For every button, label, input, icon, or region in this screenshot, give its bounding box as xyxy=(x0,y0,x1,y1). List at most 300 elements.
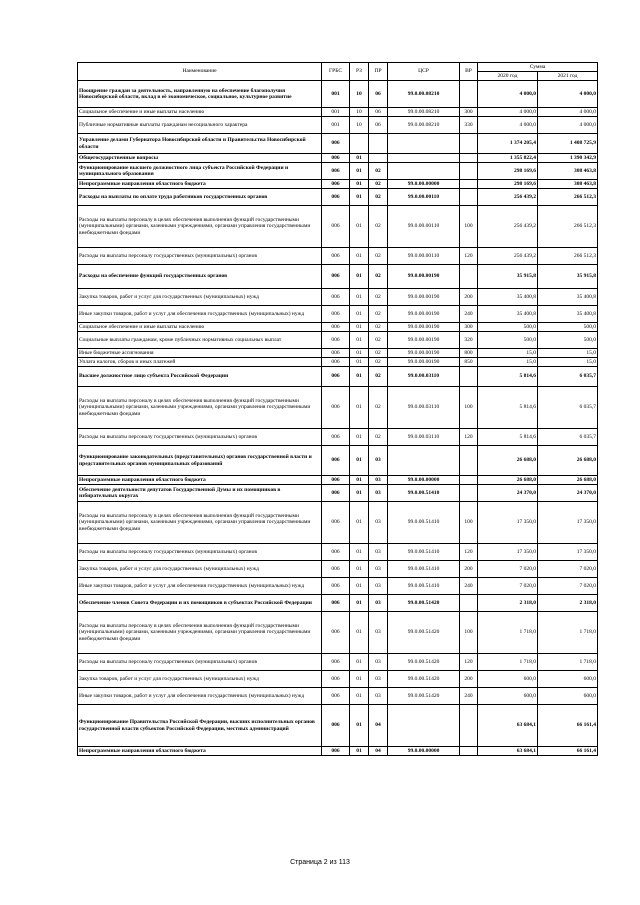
cell-rz: 01 xyxy=(350,349,369,358)
cell-name: Иные закупки товаров, работ и услуг для обеспечения государственных (муниципальных) нужд xyxy=(78,306,322,323)
cell-sum-2020: 7 020,0 xyxy=(478,561,538,578)
cell-grbs: 001 xyxy=(322,117,350,134)
table-row xyxy=(78,578,598,595)
cell-csr: 99.0.00.51420 xyxy=(388,612,460,654)
cell-vr xyxy=(460,705,478,747)
cell-name: Общегосударственные вопросы xyxy=(78,154,322,163)
cell-sum-2020: 1 374 205,4 xyxy=(478,134,538,154)
cell-vr: 200 xyxy=(460,289,478,306)
cell-pr: 02 xyxy=(369,248,388,265)
cell-pr: 03 xyxy=(369,688,388,705)
cell-sum-2020: 4 000,0 xyxy=(478,117,538,134)
cell-grbs: 006 xyxy=(322,306,350,323)
cell-rz xyxy=(350,134,369,154)
cell-vr xyxy=(460,367,478,387)
cell-name: Поощрение граждан за деятельность, направленную на обеспечение благополучия Новосибирской области, вклад в её экономическое, социальное, культурное развитие xyxy=(78,81,322,108)
cell-rz: 01 xyxy=(350,476,369,485)
cell-name: Непрограммные направления областного бюджета xyxy=(78,476,322,485)
cell-grbs: 006 xyxy=(322,544,350,561)
cell-pr: 02 xyxy=(369,180,388,189)
cell-csr xyxy=(388,154,460,163)
cell-csr: 99.0.00.03110 xyxy=(388,367,460,387)
cell-csr: 99.0.00.00190 xyxy=(388,332,460,349)
cell-grbs: 006 xyxy=(322,446,350,476)
cell-sum-2020: 17 350,0 xyxy=(478,544,538,561)
cell-sum-2020: 5 814,6 xyxy=(478,429,538,446)
cell-vr: 120 xyxy=(460,544,478,561)
cell-sum-2021: 2 318,0 xyxy=(538,595,598,612)
budget-table xyxy=(77,62,598,756)
table-row xyxy=(78,476,598,485)
cell-pr: 03 xyxy=(369,485,388,502)
cell-vr xyxy=(460,81,478,108)
cell-grbs: 001 xyxy=(322,108,350,117)
cell-sum-2021: 15,0 xyxy=(538,349,598,358)
cell-grbs: 006 xyxy=(322,289,350,306)
cell-rz: 01 xyxy=(350,323,369,332)
cell-name: Публичные нормативные выплаты гражданам несоциального характера xyxy=(78,117,322,134)
table-row xyxy=(78,561,598,578)
cell-csr: 99.0.00.00190 xyxy=(388,323,460,332)
cell-rz: 01 xyxy=(350,206,369,248)
cell-sum-2021: 266 512,3 xyxy=(538,248,598,265)
cell-csr: 99.0.00.03110 xyxy=(388,387,460,429)
cell-name: Социальное обеспечение и иные выплаты населению xyxy=(78,323,322,332)
cell-rz: 10 xyxy=(350,81,369,108)
cell-csr: 99.0.00.00190 xyxy=(388,306,460,323)
cell-grbs: 006 xyxy=(322,705,350,747)
cell-rz: 10 xyxy=(350,117,369,134)
cell-grbs: 006 xyxy=(322,502,350,544)
cell-grbs: 006 xyxy=(322,206,350,248)
cell-vr: 100 xyxy=(460,612,478,654)
col-header-vr: ВР xyxy=(460,63,478,81)
cell-pr: 03 xyxy=(369,595,388,612)
cell-rz: 01 xyxy=(350,265,369,289)
cell-name: Обеспечение деятельности депутатов Государственной Думы и их помощников в избирательных округах xyxy=(78,485,322,502)
cell-name: Функционирование законодательных (представительных) органов государственной власти и представительных органов муниципальных образований xyxy=(78,446,322,476)
cell-sum-2020: 24 370,0 xyxy=(478,485,538,502)
cell-pr: 02 xyxy=(369,163,388,180)
table-row xyxy=(78,81,598,108)
cell-grbs: 006 xyxy=(322,265,350,289)
cell-grbs: 006 xyxy=(322,154,350,163)
cell-csr xyxy=(388,134,460,154)
cell-sum-2021: 17 350,0 xyxy=(538,502,598,544)
cell-pr: 06 xyxy=(369,117,388,134)
cell-csr: 99.0.00.51410 xyxy=(388,544,460,561)
cell-grbs: 006 xyxy=(322,429,350,446)
cell-grbs: 006 xyxy=(322,485,350,502)
cell-sum-2021: 66 161,4 xyxy=(538,705,598,747)
cell-sum-2020: 2 318,0 xyxy=(478,595,538,612)
cell-vr xyxy=(460,265,478,289)
cell-rz: 01 xyxy=(350,163,369,180)
cell-name: Расходы на обеспечение функций государственных органов xyxy=(78,265,322,289)
cell-csr: 99.0.00.51420 xyxy=(388,688,460,705)
table-row xyxy=(78,189,598,206)
cell-name: Расходы на выплаты персоналу в целях обеспечения выполнения функций государственными (муниципальными) органами, казенными учреждениями, органами управления государственными внебюджетными фондами xyxy=(78,387,322,429)
cell-vr: 240 xyxy=(460,578,478,595)
cell-sum-2021: 35 400,8 xyxy=(538,289,598,306)
cell-vr: 800 xyxy=(460,349,478,358)
table-row xyxy=(78,206,598,248)
cell-csr: 99.0.00.51410 xyxy=(388,485,460,502)
cell-rz: 01 xyxy=(350,154,369,163)
col-header-sum: Сумма xyxy=(478,63,598,72)
cell-sum-2020: 256 439,2 xyxy=(478,248,538,265)
cell-pr: 02 xyxy=(369,349,388,358)
cell-csr: 99.0.00.00000 xyxy=(388,476,460,485)
cell-sum-2020: 26 688,0 xyxy=(478,476,538,485)
cell-sum-2021: 1 718,0 xyxy=(538,654,598,671)
cell-pr xyxy=(369,154,388,163)
cell-pr: 03 xyxy=(369,544,388,561)
cell-grbs: 006 xyxy=(322,387,350,429)
cell-grbs: 006 xyxy=(322,367,350,387)
cell-grbs: 006 xyxy=(322,688,350,705)
cell-sum-2021: 17 350,0 xyxy=(538,544,598,561)
table-row xyxy=(78,688,598,705)
cell-sum-2021: 266 512,3 xyxy=(538,189,598,206)
col-header-2020: 2020 год xyxy=(478,72,538,81)
cell-pr: 04 xyxy=(369,747,388,756)
table-row xyxy=(78,612,598,654)
cell-name: Социальные выплаты гражданам, кроме публичных нормативных социальных выплат xyxy=(78,332,322,349)
cell-pr: 02 xyxy=(369,265,388,289)
table-row xyxy=(78,387,598,429)
cell-pr: 02 xyxy=(369,206,388,248)
cell-pr: 03 xyxy=(369,446,388,476)
cell-grbs: 006 xyxy=(322,189,350,206)
cell-pr: 03 xyxy=(369,476,388,485)
cell-name: Иные закупки товаров, работ и услуг для обеспечения государственных (муниципальных) нужд xyxy=(78,688,322,705)
cell-sum-2021: 500,0 xyxy=(538,323,598,332)
cell-name: Расходы на выплаты персоналу в целях обеспечения выполнения функций государственными (муниципальными) органами, казенными учреждениями, органами управления государственными внебюджетными фондами xyxy=(78,206,322,248)
cell-csr: 99.0.00.00190 xyxy=(388,349,460,358)
cell-name: Расходы на выплаты по оплате труда работников государственных органов xyxy=(78,189,322,206)
cell-sum-2020: 500,0 xyxy=(478,323,538,332)
cell-vr: 330 xyxy=(460,117,478,134)
cell-sum-2021: 1 718,0 xyxy=(538,612,598,654)
cell-vr: 120 xyxy=(460,654,478,671)
cell-pr xyxy=(369,134,388,154)
cell-name: Иные закупки товаров, работ и услуг для обеспечения государственных (муниципальных) нужд xyxy=(78,578,322,595)
cell-sum-2021: 308 463,8 xyxy=(538,163,598,180)
cell-name: Закупка товаров, работ и услуг для государственных (муниципальных) нужд xyxy=(78,289,322,306)
cell-sum-2020: 5 814,6 xyxy=(478,367,538,387)
cell-csr xyxy=(388,705,460,747)
table-row xyxy=(78,595,598,612)
cell-sum-2021: 308 463,8 xyxy=(538,180,598,189)
cell-csr: 99.0.00.00190 xyxy=(388,265,460,289)
cell-sum-2021: 600,0 xyxy=(538,671,598,688)
cell-vr xyxy=(460,595,478,612)
cell-grbs: 006 xyxy=(322,180,350,189)
cell-grbs: 006 xyxy=(322,349,350,358)
cell-name: Расходы на выплаты персоналу в целях обеспечения выполнения функций государственными (муниципальными) органами, казенными учреждениями, органами управления государственными внебюджетными фондами xyxy=(78,612,322,654)
cell-sum-2021: 4 000,0 xyxy=(538,81,598,108)
cell-sum-2020: 1 718,0 xyxy=(478,654,538,671)
cell-sum-2020: 4 000,0 xyxy=(478,81,538,108)
cell-csr: 99.0.00.51420 xyxy=(388,654,460,671)
cell-sum-2021: 1 390 342,9 xyxy=(538,154,598,163)
cell-csr xyxy=(388,446,460,476)
cell-sum-2020: 63 684,1 xyxy=(478,705,538,747)
cell-grbs: 006 xyxy=(322,561,350,578)
cell-name: Социальное обеспечение и иные выплаты населению xyxy=(78,108,322,117)
cell-sum-2020: 26 688,0 xyxy=(478,446,538,476)
cell-sum-2021: 600,0 xyxy=(538,688,598,705)
cell-name: Управление делами Губернатора Новосибирской области и Правительства Новосибирской области xyxy=(78,134,322,154)
table-row xyxy=(78,349,598,358)
cell-csr: 99.0.00.51420 xyxy=(388,671,460,688)
cell-sum-2020: 7 020,0 xyxy=(478,578,538,595)
cell-name: Расходы на выплаты персоналу государственных (муниципальных) органов xyxy=(78,544,322,561)
cell-vr xyxy=(460,180,478,189)
table-row xyxy=(78,117,598,134)
cell-vr xyxy=(460,485,478,502)
cell-sum-2020: 15,0 xyxy=(478,349,538,358)
table-row xyxy=(78,502,598,544)
cell-name: Иные бюджетные ассигнования xyxy=(78,349,322,358)
cell-name: Закупка товаров, работ и услуг для государственных (муниципальных) нужд xyxy=(78,561,322,578)
cell-sum-2020: 298 169,6 xyxy=(478,163,538,180)
cell-csr: 99.0.00.00000 xyxy=(388,180,460,189)
cell-vr xyxy=(460,446,478,476)
cell-rz: 01 xyxy=(350,485,369,502)
cell-rz: 01 xyxy=(350,747,369,756)
cell-sum-2020: 63 684,1 xyxy=(478,747,538,756)
cell-rz: 01 xyxy=(350,248,369,265)
budget-table-container xyxy=(77,62,597,756)
cell-pr: 02 xyxy=(369,429,388,446)
cell-vr: 850 xyxy=(460,358,478,367)
cell-rz: 01 xyxy=(350,654,369,671)
cell-sum-2021: 15,0 xyxy=(538,358,598,367)
cell-pr: 03 xyxy=(369,654,388,671)
table-row xyxy=(78,747,598,756)
cell-rz: 01 xyxy=(350,358,369,367)
cell-sum-2021: 66 161,4 xyxy=(538,747,598,756)
cell-vr xyxy=(460,747,478,756)
cell-name: Функционирование высшего должностного лица субъекта Российской Федерации и муниципального образования xyxy=(78,163,322,180)
table-row xyxy=(78,289,598,306)
cell-vr xyxy=(460,134,478,154)
cell-grbs: 006 xyxy=(322,134,350,154)
cell-csr: 99.0.00.03110 xyxy=(388,429,460,446)
cell-vr: 100 xyxy=(460,502,478,544)
table-row xyxy=(78,248,598,265)
cell-csr: 99.0.00.51420 xyxy=(388,595,460,612)
cell-name: Закупка товаров, работ и услуг для государственных (муниципальных) нужд xyxy=(78,671,322,688)
cell-csr: 99.0.00.00110 xyxy=(388,206,460,248)
cell-sum-2021: 26 688,0 xyxy=(538,476,598,485)
cell-pr: 03 xyxy=(369,561,388,578)
cell-rz: 01 xyxy=(350,612,369,654)
table-row xyxy=(78,163,598,180)
table-row xyxy=(78,705,598,747)
cell-sum-2021: 4 000,0 xyxy=(538,117,598,134)
cell-pr: 02 xyxy=(369,323,388,332)
cell-sum-2021: 1 408 725,9 xyxy=(538,134,598,154)
cell-sum-2020: 17 350,0 xyxy=(478,502,538,544)
cell-grbs: 006 xyxy=(322,671,350,688)
cell-csr: 99.0.00.51410 xyxy=(388,578,460,595)
cell-sum-2020: 500,0 xyxy=(478,332,538,349)
cell-rz: 01 xyxy=(350,289,369,306)
cell-name: Высшее должностное лицо субъекта Российской Федерации xyxy=(78,367,322,387)
cell-name: Расходы на выплаты персоналу государственных (муниципальных) органов xyxy=(78,429,322,446)
cell-name: Обеспечение членов Совета Федерации и их помощников в субъектах Российской Федерации xyxy=(78,595,322,612)
table-row xyxy=(78,323,598,332)
cell-csr: 99.0.00.00110 xyxy=(388,189,460,206)
cell-grbs: 006 xyxy=(322,654,350,671)
cell-pr: 06 xyxy=(369,81,388,108)
cell-csr: 99.0.00.08210 xyxy=(388,81,460,108)
cell-sum-2021: 24 370,0 xyxy=(538,485,598,502)
cell-csr: 99.0.00.51410 xyxy=(388,561,460,578)
cell-pr: 02 xyxy=(369,387,388,429)
cell-grbs: 006 xyxy=(322,612,350,654)
cell-rz: 01 xyxy=(350,332,369,349)
table-row xyxy=(78,485,598,502)
cell-csr: 99.0.00.00000 xyxy=(388,747,460,756)
cell-name: Непрограммные направления областного бюджета xyxy=(78,180,322,189)
cell-sum-2020: 1 355 822,4 xyxy=(478,154,538,163)
cell-sum-2021: 4 000,0 xyxy=(538,108,598,117)
cell-vr: 200 xyxy=(460,561,478,578)
cell-vr: 200 xyxy=(460,671,478,688)
cell-sum-2020: 4 000,0 xyxy=(478,108,538,117)
cell-vr: 100 xyxy=(460,387,478,429)
cell-grbs: 006 xyxy=(322,747,350,756)
cell-sum-2021: 7 020,0 xyxy=(538,578,598,595)
cell-vr xyxy=(460,154,478,163)
cell-pr: 03 xyxy=(369,612,388,654)
cell-sum-2020: 600,0 xyxy=(478,688,538,705)
cell-grbs: 006 xyxy=(322,323,350,332)
cell-grbs: 006 xyxy=(322,163,350,180)
cell-sum-2020: 256 439,2 xyxy=(478,189,538,206)
cell-sum-2020: 600,0 xyxy=(478,671,538,688)
cell-pr: 06 xyxy=(369,108,388,117)
table-row xyxy=(78,654,598,671)
cell-sum-2021: 6 035,7 xyxy=(538,367,598,387)
cell-sum-2021: 6 035,7 xyxy=(538,429,598,446)
cell-rz: 01 xyxy=(350,306,369,323)
col-header-name: Наименование xyxy=(78,63,322,81)
cell-vr xyxy=(460,163,478,180)
cell-sum-2020: 5 814,6 xyxy=(478,387,538,429)
cell-sum-2021: 6 035,7 xyxy=(538,387,598,429)
cell-rz: 01 xyxy=(350,180,369,189)
cell-rz: 01 xyxy=(350,387,369,429)
cell-csr: 99.0.00.51410 xyxy=(388,502,460,544)
table-row xyxy=(78,306,598,323)
cell-rz: 01 xyxy=(350,544,369,561)
cell-csr xyxy=(388,163,460,180)
cell-pr: 02 xyxy=(369,289,388,306)
cell-pr: 03 xyxy=(369,502,388,544)
cell-grbs: 006 xyxy=(322,358,350,367)
cell-rz: 01 xyxy=(350,595,369,612)
cell-grbs: 006 xyxy=(322,248,350,265)
cell-vr: 300 xyxy=(460,108,478,117)
table-row xyxy=(78,358,598,367)
cell-name: Уплата налогов, сборов и иных платежей xyxy=(78,358,322,367)
cell-csr: 99.0.00.00110 xyxy=(388,248,460,265)
cell-rz: 01 xyxy=(350,561,369,578)
cell-sum-2020: 256 439,2 xyxy=(478,206,538,248)
cell-name: Расходы на выплаты персоналу государственных (муниципальных) органов xyxy=(78,654,322,671)
cell-pr: 04 xyxy=(369,705,388,747)
table-row xyxy=(78,367,598,387)
col-header-rz: РЗ xyxy=(350,63,369,81)
cell-csr: 99.0.00.08210 xyxy=(388,108,460,117)
cell-pr: 03 xyxy=(369,578,388,595)
cell-vr: 240 xyxy=(460,306,478,323)
cell-vr xyxy=(460,476,478,485)
cell-pr: 02 xyxy=(369,306,388,323)
cell-csr: 99.0.00.08210 xyxy=(388,117,460,134)
col-header-2021: 2021 год xyxy=(538,72,598,81)
table-row xyxy=(78,671,598,688)
cell-rz: 01 xyxy=(350,367,369,387)
cell-grbs: 006 xyxy=(322,476,350,485)
cell-rz: 10 xyxy=(350,108,369,117)
cell-sum-2020: 298 169,6 xyxy=(478,180,538,189)
cell-sum-2020: 35 915,8 xyxy=(478,265,538,289)
cell-sum-2020: 15,0 xyxy=(478,358,538,367)
cell-sum-2021: 7 020,0 xyxy=(538,561,598,578)
cell-rz: 01 xyxy=(350,446,369,476)
cell-grbs: 001 xyxy=(322,81,350,108)
cell-name: Функционирование Правительства Российской Федерации, высших исполнительных органов государственной власти субъектов Российской Федерации, местных администраций xyxy=(78,705,322,747)
cell-grbs: 006 xyxy=(322,595,350,612)
cell-sum-2020: 35 400,8 xyxy=(478,306,538,323)
table-row xyxy=(78,134,598,154)
cell-name: Расходы на выплаты персоналу государственных (муниципальных) органов xyxy=(78,248,322,265)
cell-vr: 240 xyxy=(460,688,478,705)
cell-sum-2021: 500,0 xyxy=(538,332,598,349)
cell-pr: 02 xyxy=(369,189,388,206)
cell-csr: 99.0.00.00190 xyxy=(388,289,460,306)
cell-rz: 01 xyxy=(350,705,369,747)
cell-sum-2021: 266 512,3 xyxy=(538,206,598,248)
table-row xyxy=(78,429,598,446)
col-header-pr: ПР xyxy=(369,63,388,81)
cell-sum-2021: 26 688,0 xyxy=(538,446,598,476)
cell-rz: 01 xyxy=(350,578,369,595)
cell-rz: 01 xyxy=(350,688,369,705)
table-row xyxy=(78,544,598,561)
cell-vr: 300 xyxy=(460,323,478,332)
cell-pr: 02 xyxy=(369,332,388,349)
cell-pr: 02 xyxy=(369,358,388,367)
cell-sum-2021: 35 915,8 xyxy=(538,265,598,289)
cell-name: Расходы на выплаты персоналу в целях обеспечения выполнения функций государственными (муниципальными) органами, казенными учреждениями, органами управления государственными внебюджетными фондами xyxy=(78,502,322,544)
cell-rz: 01 xyxy=(350,502,369,544)
table-row xyxy=(78,108,598,117)
cell-grbs: 006 xyxy=(322,578,350,595)
cell-vr: 100 xyxy=(460,206,478,248)
page-footer: Страница 2 из 113 xyxy=(290,859,350,866)
cell-rz: 01 xyxy=(350,189,369,206)
cell-sum-2021: 35 400,8 xyxy=(538,306,598,323)
cell-csr: 99.0.00.00190 xyxy=(388,358,460,367)
table-row xyxy=(78,332,598,349)
